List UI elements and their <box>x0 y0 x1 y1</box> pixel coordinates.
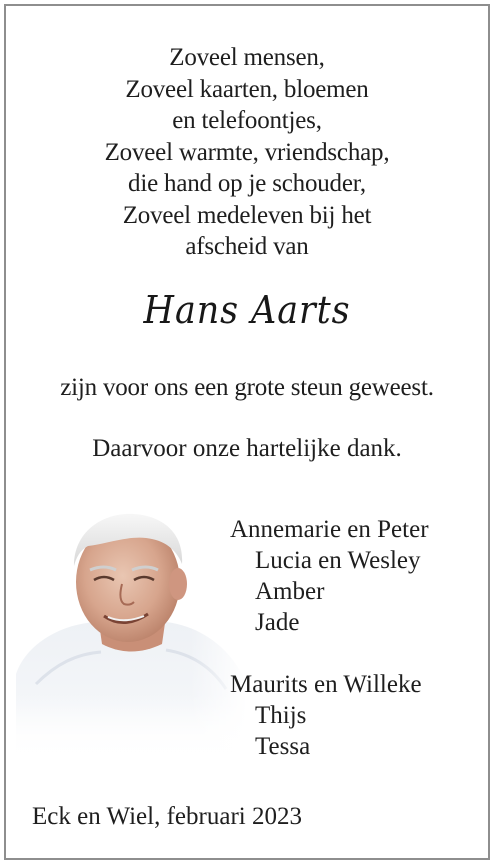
poem <box>6 42 488 263</box>
place-date: Eck en Wiel, februari 2023 <box>32 803 302 830</box>
poem-line: Zoveel mensen, <box>169 44 325 71</box>
family-spacer <box>230 638 490 669</box>
poem-line: Zoveel kaarten, bloemen <box>125 75 369 103</box>
family-member: Thijs <box>255 702 307 729</box>
poem-line: en telefoontjes, <box>172 107 322 134</box>
poem-line: Zoveel warmte, vriendschap, <box>104 138 390 166</box>
portrait-photo <box>16 504 248 774</box>
family-list <box>230 514 490 762</box>
family-parents: Maurits en Willeke <box>230 671 422 698</box>
poem-line: afscheid van <box>185 233 309 260</box>
family-member: Tessa <box>255 733 311 760</box>
memorial-card <box>4 4 490 860</box>
family-parents: Annemarie en Peter <box>230 516 429 543</box>
deceased-name: Hans Aarts <box>143 288 351 332</box>
poem-line: Zoveel medeleven bij het <box>122 201 372 229</box>
family-member: Jade <box>255 609 300 636</box>
support-text: zijn voor ons een grote steun geweest. <box>60 374 434 401</box>
thanks-text: Daarvoor onze hartelijke dank. <box>92 435 402 462</box>
poem-line: die hand op je schouder, <box>128 170 366 197</box>
family-member: Lucia en Wesley <box>255 547 421 574</box>
family-member: Amber <box>255 578 325 605</box>
